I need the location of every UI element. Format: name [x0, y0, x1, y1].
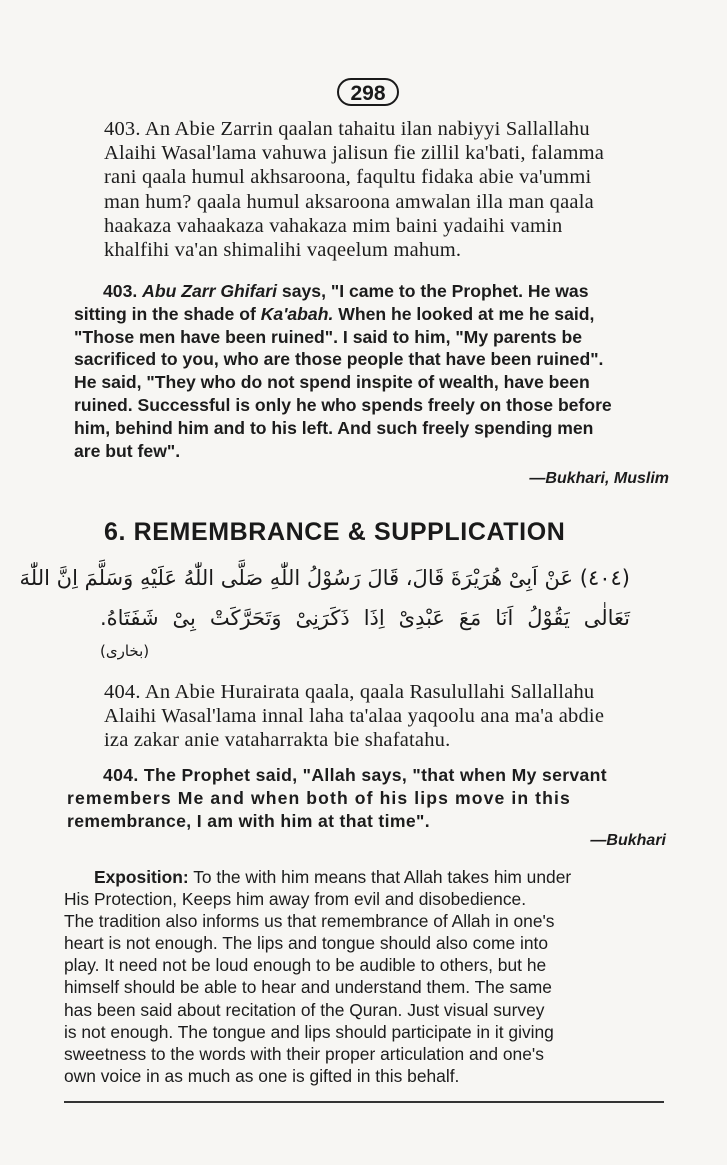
translation-line: remembrance, I am with him at that time".: [67, 810, 430, 831]
arabic-text-line: تَعَالٰی يَقُوْلُ اَنَا مَعَ عَبْدِیْ اِذَا ذَكَرَنِیْ وَتَحَرَّكَتْ بِیْ شَفَتَاهُ.: [100, 606, 630, 630]
exposition-text: To the with him means that Allah takes him under: [188, 867, 572, 887]
translation-text: When he looked at me he said,: [333, 303, 595, 324]
translation-line: [74, 303, 612, 326]
transliteration-line: haakaza vahaakaza vahakaza mim baini yadaihi vamin: [104, 214, 563, 237]
arabic-reference: (بخاری): [100, 642, 150, 660]
exposition-line: own voice in as much as one is gifted in this behalf.: [64, 1065, 460, 1086]
transliteration-line: 404. An Abie Hurairata qaala, qaala Rasulullahi Sallallahu: [104, 681, 595, 703]
translation-line: sacrificed to you, who are those people that have been ruined".: [74, 349, 604, 370]
place-name: Ka'abah.: [260, 303, 334, 324]
exposition-line: [64, 866, 571, 888]
exposition-line: play. It need not be loud enough to be audible to others, but he: [64, 955, 547, 976]
narrator-name: Abu Zarr Ghifari: [142, 281, 278, 301]
translation-line: are but few".: [74, 440, 181, 461]
exposition-line: himself should be able to hear and understand them. The same: [64, 977, 552, 998]
transliteration-line: Alaihi Wasal'lama vahuwa jalisun fie zillil ka'bati, falamma: [104, 142, 605, 165]
exposition-line: His Protection, Keeps him away from evil and disobedience.: [64, 889, 527, 910]
transliteration-line: man hum? qaala humul aksaroona amwalan illa man qaala: [104, 190, 594, 213]
translation-line: remembers Me and when both of his lips move in this: [67, 787, 571, 808]
entry-404-transliteration: [104, 680, 604, 753]
translation-line: ruined. Successful is only he who spends freely on those before: [74, 394, 612, 415]
transliteration-line: rani qaala humul akhsaroona, faqultu fidaka abie va'ummi: [104, 166, 592, 189]
translation-text: says, "I came to the Prophet. He was: [277, 281, 589, 301]
translation-line: He said, "They who do not spend inspite of wealth, have been: [74, 372, 590, 393]
exposition: [64, 866, 571, 1087]
entry-403-translation: [74, 280, 612, 462]
translation-line: [74, 280, 612, 303]
exposition-line: is not enough. The tongue and lips should participate in it giving: [64, 1021, 554, 1042]
hadith-number: 403.: [103, 281, 143, 301]
exposition-line: The tradition also informs us that remembrance of Allah in one's: [64, 911, 555, 932]
translation-text: sitting in the shade of: [74, 303, 261, 324]
hadith-source: —Bukhari: [590, 832, 666, 849]
exposition-line: has been said about recitation of the Quran. Just visual survey: [64, 999, 545, 1020]
arabic-text-line: (٤٠٤) عَنْ اَبِیْ هُرَيْرَةَ قَالَ، قَالَ رَسُوْلُ اللّٰهِ صَلَّی اللّٰهُ عَلَيْهِ وَسَلَّمَ اِنَّ اللّٰهَ: [19, 566, 630, 590]
translation-line: him, behind him and to his left. And such freely spending men: [74, 417, 594, 438]
chapter-heading: 6. REMEMBRANCE & SUPPLICATION: [104, 518, 566, 546]
entry-403-transliteration: [104, 117, 604, 262]
exposition-line: sweetness to the words with their proper articulation and one's: [64, 1043, 544, 1064]
transliteration-line: 403. An Abie Zarrin qaalan tahaitu ilan nabiyyi Sallallahu: [104, 118, 590, 140]
hadith-source: —Bukhari, Muslim: [529, 470, 669, 487]
translation-line: "Those men have been ruined". I said to him, "My parents be: [74, 326, 582, 347]
translation-line: 404. The Prophet said, "Allah says, "that when My servant: [103, 765, 607, 785]
exposition-line: heart is not enough. The lips and tongue should also come into: [64, 933, 549, 954]
exposition-label: Exposition:: [94, 867, 189, 887]
entry-404-translation: [67, 764, 607, 832]
transliteration-line: Alaihi Wasal'lama innal laha ta'alaa yaqoolu ana ma'a abdie: [104, 705, 605, 728]
transliteration-line: iza zakar anie vataharrakta bie shafatahu.: [104, 729, 451, 752]
bottom-rule: [64, 1101, 664, 1103]
transliteration-line: khalfihi va'an shimalihi vaqeelum mahum.: [104, 239, 462, 262]
page-number-badge: 298: [337, 78, 399, 106]
